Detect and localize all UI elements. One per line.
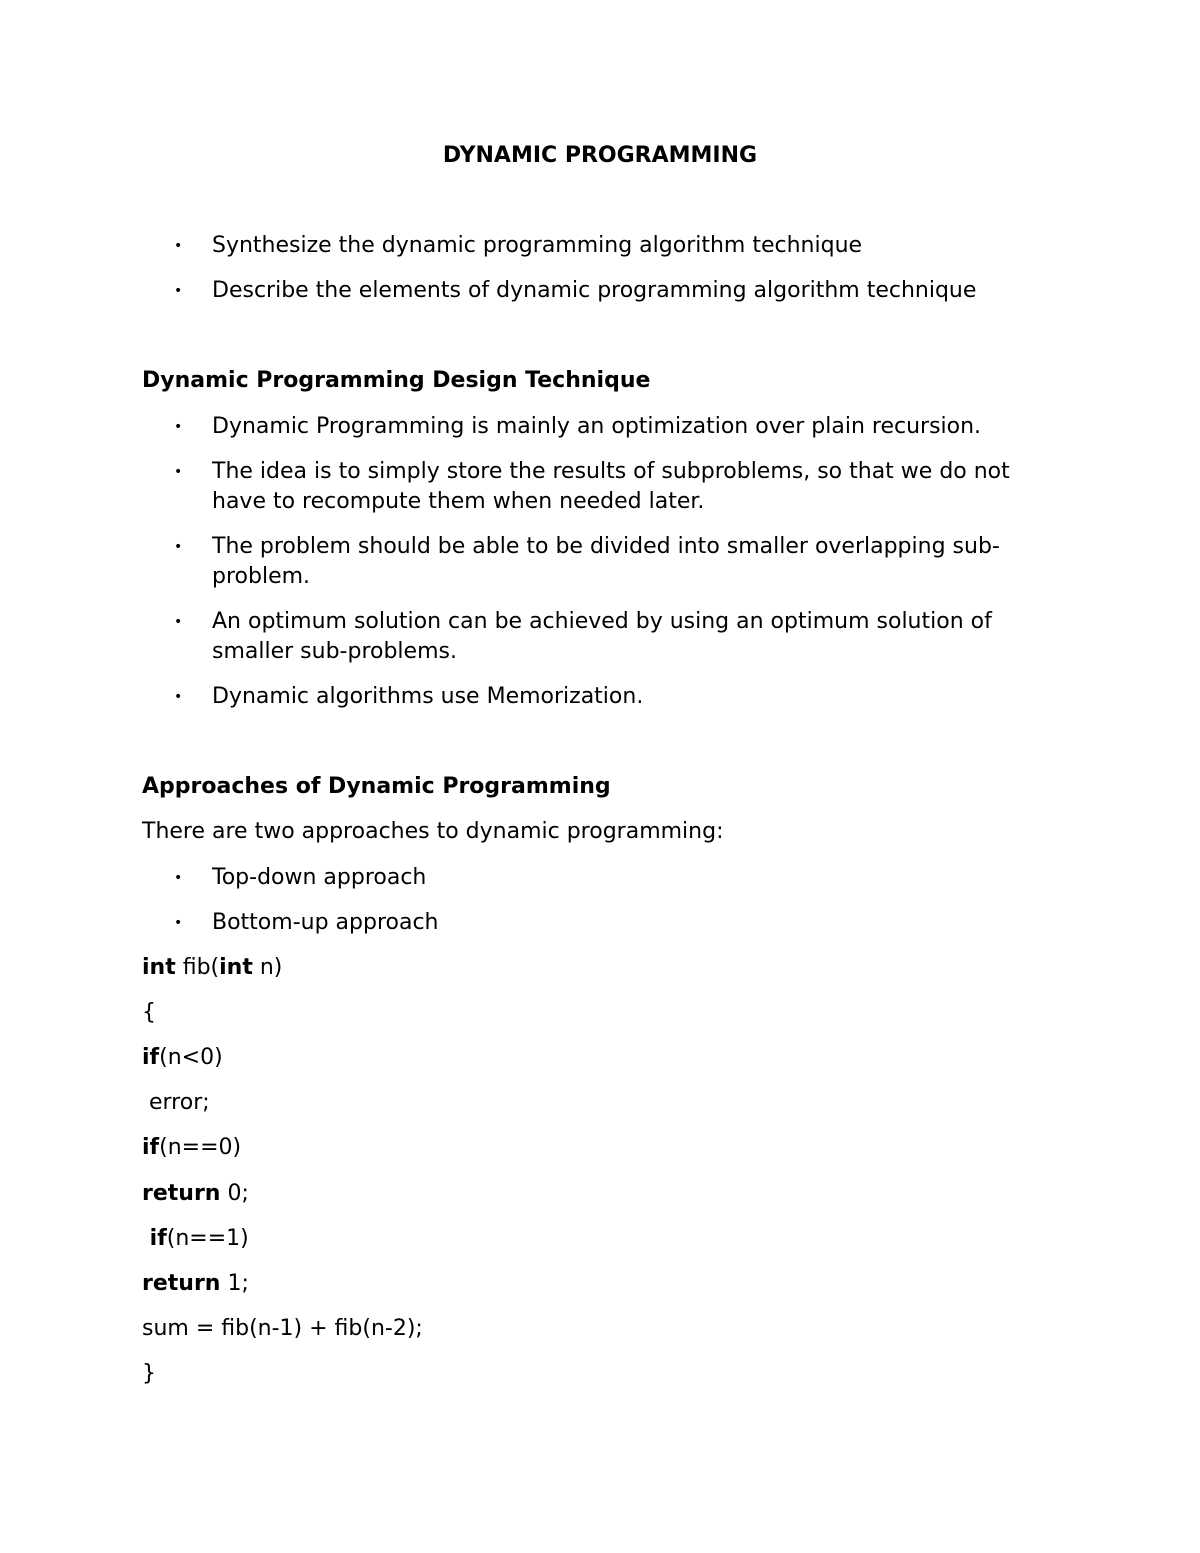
section-heading-design-technique: Dynamic Programming Design Technique [142,368,651,393]
list-item-text: Dynamic algorithms use Memorization. [212,684,644,709]
code-keyword: return [142,1181,221,1206]
code-line: { [142,1000,156,1025]
section-intro: There are two approaches to dynamic programming: [142,819,724,844]
list-item-text: The idea is to simply store the results of subproblems, so that we do not have to recompute them when needed later. [212,459,1010,514]
section-heading-approaches: Approaches of Dynamic Programming [142,774,611,799]
bullet-icon: • [174,419,183,435]
bullet-icon: • [174,870,183,886]
page-title: DYNAMIC PROGRAMMING [442,143,758,168]
code-line: } [142,1361,156,1386]
objective-text: Describe the elements of dynamic programming algorithm technique [212,278,977,303]
code-text: 0; [220,1181,249,1206]
list-item-text: An optimum solution can be achieved by using an optimum solution of smaller sub-problems. [212,609,992,664]
code-text: (n==1) [166,1226,249,1251]
code-line [142,1224,249,1254]
code-line [142,1043,223,1073]
list-item-text: The problem should be able to be divided into smaller overlapping sub-problem. [212,534,1000,589]
code-keyword: int [219,955,253,980]
code-text: 1; [220,1271,249,1296]
code-line: error; [142,1090,210,1115]
code-text: (n<0) [159,1045,223,1070]
bullet-icon: • [174,464,183,480]
code-keyword: if [142,1135,160,1160]
code-line [142,1179,249,1209]
bullet-icon: • [174,915,183,931]
code-keyword: return [142,1271,221,1296]
bullet-icon: • [174,689,183,705]
bullet-icon: • [174,539,183,555]
code-line [142,953,282,983]
bullet-icon: • [174,238,183,254]
code-text: (n==0) [159,1135,242,1160]
list-item-text: Dynamic Programming is mainly an optimization over plain recursion. [212,414,982,439]
bullet-icon: • [174,283,183,299]
bullet-icon: • [174,614,183,630]
code-line [142,1133,241,1163]
code-line: sum = fib(n-1) + fib(n-2); [142,1316,423,1341]
code-keyword: if [142,1045,160,1070]
code-text: fib( [175,955,220,980]
objective-text: Synthesize the dynamic programming algorithm technique [212,233,863,258]
code-text: n) [252,955,283,980]
list-item-text: Bottom-up approach [212,910,439,935]
code-keyword: if [142,1226,167,1251]
code-line [142,1269,249,1299]
code-keyword: int [142,955,176,980]
list-item-text: Top-down approach [212,865,427,890]
